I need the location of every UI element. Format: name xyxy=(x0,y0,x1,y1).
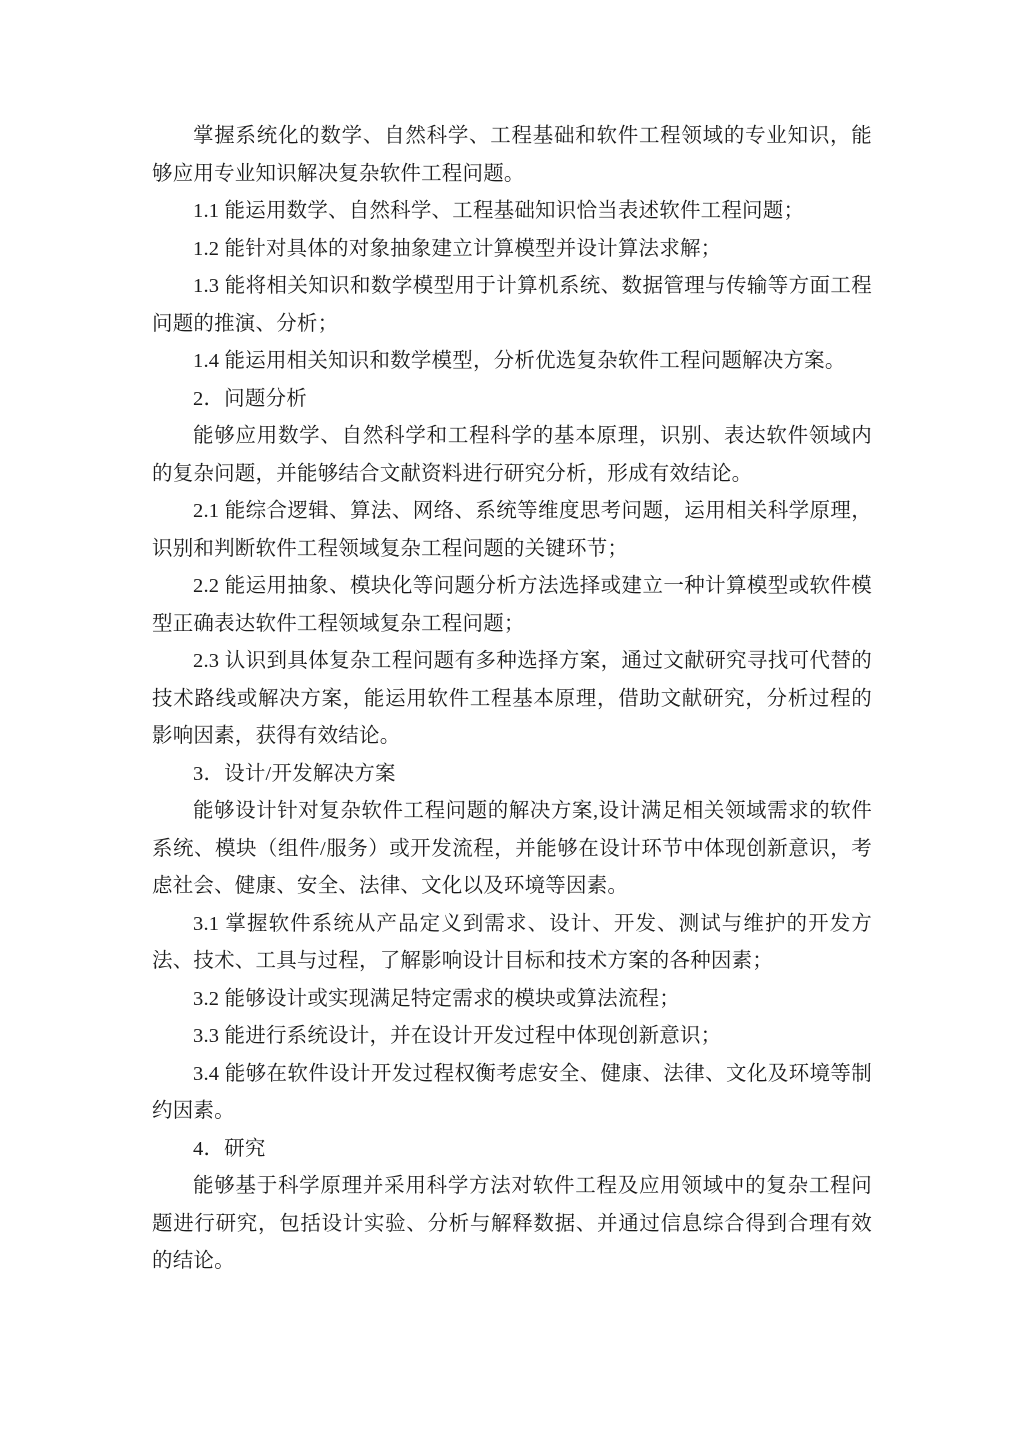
document-body xyxy=(152,118,872,1281)
section-heading: 3．设计/开发解决方案 xyxy=(193,762,396,785)
paragraph: 1.4 能运用相关知识和数学模型，分析优选复杂软件工程问题解决方案。 xyxy=(193,350,846,372)
paragraph: 3.4 能够在软件设计开发过程权衡考虑安全、健康、法律、文化及环境等制约因素。 xyxy=(152,1062,872,1122)
paragraph: 1.3 能将相关知识和数学模型用于计算机系统、数据管理与传输等方面工程问题的推演、分析； xyxy=(152,275,872,335)
paragraph: 2.1 能综合逻辑、算法、网络、系统等维度思考问题，运用相关科学原理，识别和判断软件工程领域复杂工程问题的关键环节； xyxy=(152,500,872,560)
paragraph: 能够应用数学、自然科学和工程科学的基本原理，识别、表达软件领域内的复杂问题，并能够结合文献资料进行研究分析，形成有效结论。 xyxy=(152,425,872,485)
paragraph: 3.3 能进行系统设计，并在设计开发过程中体现创新意识； xyxy=(193,1025,722,1047)
paragraph: 掌握系统化的数学、自然科学、工程基础和软件工程领域的专业知识，能够应用专业知识解决复杂软件工程问题。 xyxy=(152,125,872,185)
paragraph: 2.3 认识到具体复杂工程问题有多种选择方案，通过文献研究寻找可代替的技术路线或解决方案，能运用软件工程基本原理，借助文献研究，分析过程的影响因素，获得有效结论。 xyxy=(152,650,872,747)
paragraph: 3.1 掌握软件系统从产品定义到需求、设计、开发、测试与维护的开发方法、技术、工具与过程，了解影响设计目标和技术方案的各种因素； xyxy=(152,912,872,972)
paragraph: 能够基于科学原理并采用科学方法对软件工程及应用领域中的复杂工程问题进行研究，包括设计实验、分析与解释数据、并通过信息综合得到合理有效的结论。 xyxy=(152,1175,872,1272)
paragraph: 1.2 能针对具体的对象抽象建立计算模型并设计算法求解； xyxy=(193,237,722,260)
paragraph: 2.2 能运用抽象、模块化等问题分析方法选择或建立一种计算模型或软件模型正确表达软件工程领域复杂工程问题； xyxy=(152,575,872,635)
section-heading: 4．研究 xyxy=(193,1137,266,1160)
paragraph: 能够设计针对复杂软件工程问题的解决方案,设计满足相关领域需求的软件系统、模块（组件/服务）或开发流程，并能够在设计环节中体现创新意识，考虑社会、健康、安全、法律、文化以及环境等因素。 xyxy=(152,800,872,897)
paragraph: 3.2 能够设计或实现满足特定需求的模块或算法流程； xyxy=(193,987,680,1010)
section-heading: 2．问题分析 xyxy=(193,387,307,410)
paragraph: 1.1 能运用数学、自然科学、工程基础知识恰当表述软件工程问题； xyxy=(193,200,805,222)
